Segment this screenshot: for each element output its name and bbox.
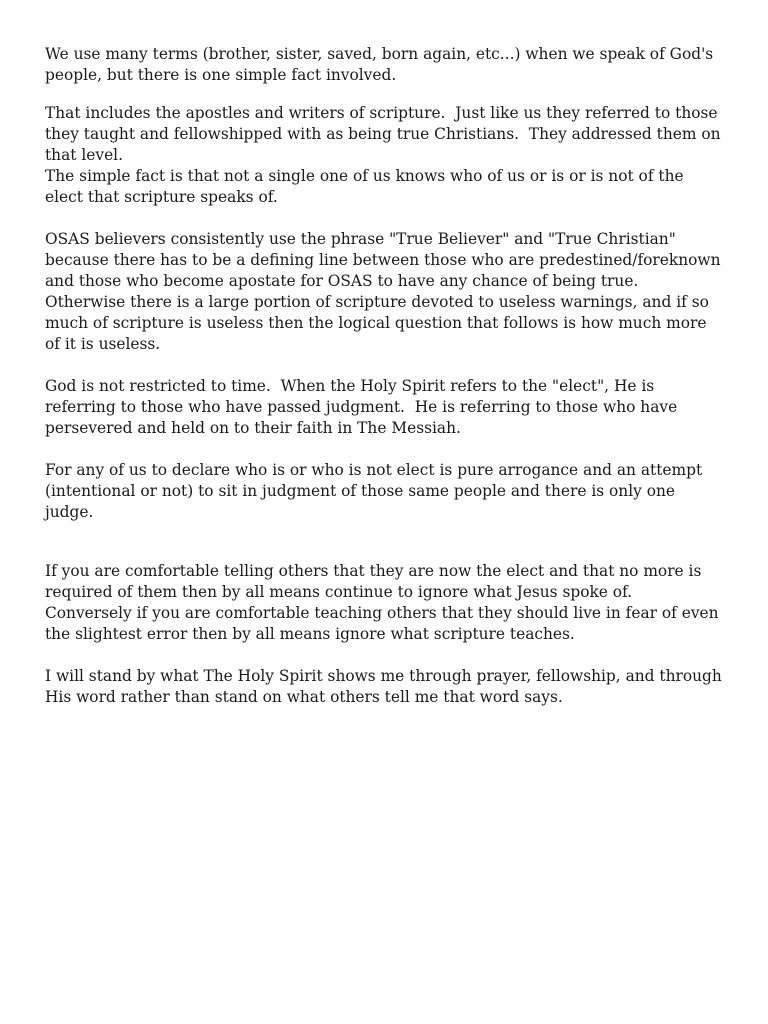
paragraph: I will stand by what The Holy Spirit shows me through prayer, fellowship, and through His word rather than stand on what others tell me that word says. [45,667,727,706]
paragraph: OSAS believers consistently use the phrase "True Believer" and "True Christian" because there has to be a defining line between those who are predestined/foreknown and those who become apostate for OSAS to have any chance of being true. Otherwise there is a large portion of scripture devoted to useless warnings, and if so much of scripture is useless then the logical question that follows is how much more of it is useless. [45,230,726,353]
paragraph-gap [45,645,725,666]
paragraph: God is not restricted to time. When the Holy Spirit refers to the "elect", He is referring to those who have passed judgment. He is referring to those who have persevered and held on to their faith in The Messiah. [45,377,683,437]
document-body [45,44,725,708]
paragraph-gap [45,439,725,460]
paragraph: That includes the apostles and writers of scripture. Just like us they referred to those they taught and fellowshipped with as being true Christians. They addressed them on that level. The simple fact is that not a single one of us knows who of us or is or is not of the elect that scripture speaks of. [45,104,721,206]
paragraph: We use many terms (brother, sister, saved, born again, etc...) when we speak of God's people, but there is one simple fact involved. [45,45,719,84]
paragraph-gap [45,355,725,376]
paragraph-gap [45,208,725,229]
paragraph: If you are comfortable telling others that they are now the elect and that no more is required of them then by all means continue to ignore what Jesus spoke of. Conversely if you are comfortable teaching others that they should live in fear of even the slightest error then by all means ignore what scripture teaches. [45,562,719,643]
paragraph-gap [45,86,725,103]
paragraph: For any of us to declare who is or who is not elect is pure arrogance and an attempt (intentional or not) to sit in judgment of those same people and there is only one judge. [45,461,708,521]
paragraph-gap [45,523,725,561]
